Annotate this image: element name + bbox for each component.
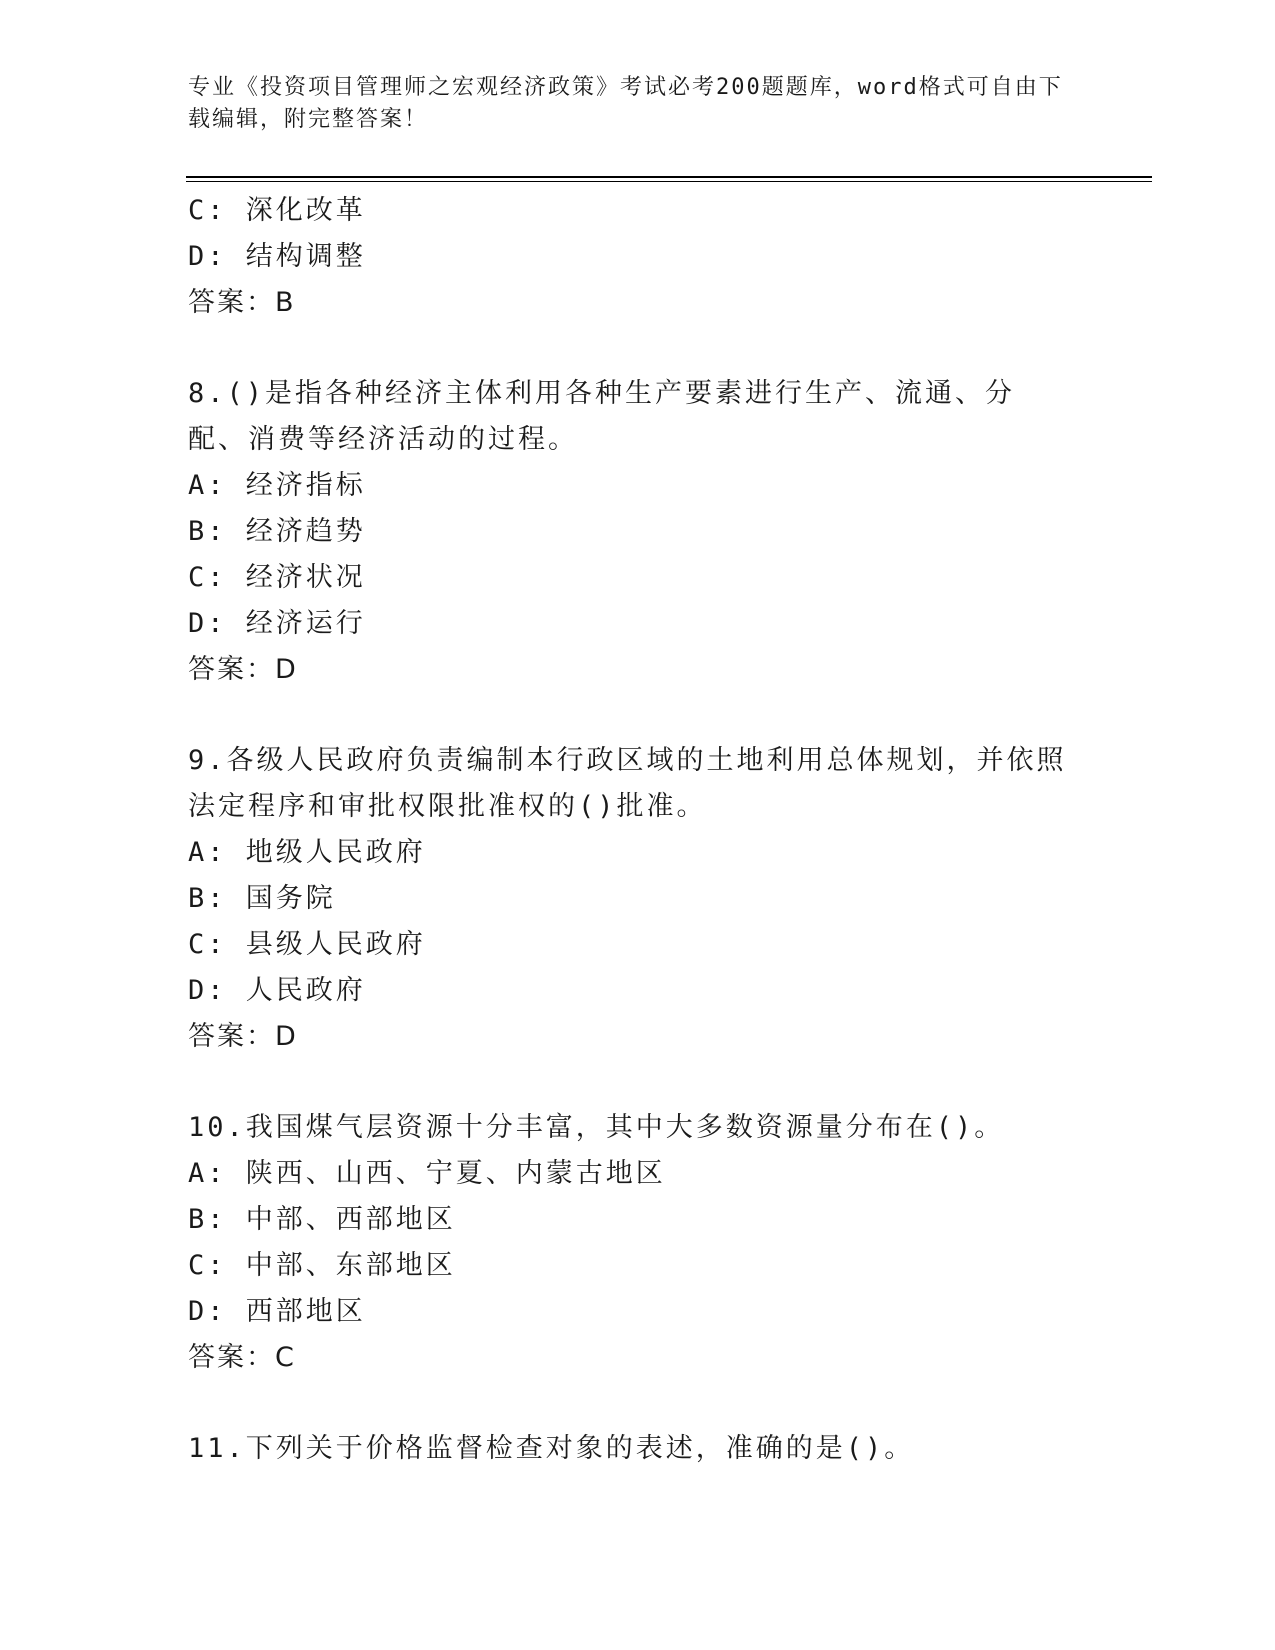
option-c: C: 深化改革: [188, 195, 366, 226]
question-9: [188, 738, 1068, 1060]
spacer: [188, 693, 1068, 738]
answer-line: 答案：D: [188, 654, 298, 685]
option-a: A: 陕西、山西、宁夏、内蒙古地区: [188, 1158, 666, 1189]
header-text: 专业《投资项目管理师之宏观经济政策》考试必考200题题库，word格式可自由下载编辑，附完整答案！: [188, 75, 1063, 132]
question-text: 9.各级人民政府负责编制本行政区域的土地利用总体规划，并依照法定程序和审批权限批准权的()批准。: [188, 745, 1067, 822]
question-7-partial: [188, 188, 1068, 326]
option-c: C: 中部、东部地区: [188, 1250, 456, 1281]
option-b: B: 经济趋势: [188, 516, 366, 547]
option-b: B: 中部、西部地区: [188, 1204, 456, 1235]
spacer: [188, 1381, 1068, 1426]
option-b: B: 国务院: [188, 883, 336, 914]
spacer: [188, 1060, 1068, 1105]
question-text: 11.下列关于价格监督检查对象的表述，准确的是()。: [188, 1433, 915, 1464]
option-d: D: 结构调整: [188, 241, 366, 272]
header-rule-thick: [186, 176, 1152, 178]
header-rule-thin: [186, 181, 1152, 182]
question-text: 10.我国煤气层资源十分丰富，其中大多数资源量分布在()。: [188, 1112, 1005, 1143]
option-c: C: 县级人民政府: [188, 929, 426, 960]
question-8: [188, 371, 1068, 693]
option-d: D: 西部地区: [188, 1296, 366, 1327]
option-d: D: 人民政府: [188, 975, 366, 1006]
question-text: 8.()是指各种经济主体利用各种生产要素进行生产、流通、分配、消费等经济活动的过程。: [188, 378, 1016, 455]
option-c: C: 经济状况: [188, 562, 366, 593]
question-10: [188, 1105, 1068, 1381]
answer-line: 答案：D: [188, 1021, 298, 1052]
option-a: A: 经济指标: [188, 470, 366, 501]
answer-line: 答案：B: [188, 287, 296, 318]
document-header: [188, 72, 1068, 136]
question-11: [188, 1426, 1068, 1472]
document-body: [188, 188, 1068, 1472]
answer-line: 答案：C: [188, 1342, 296, 1373]
option-a: A: 地级人民政府: [188, 837, 426, 868]
spacer: [188, 326, 1068, 371]
option-d: D: 经济运行: [188, 608, 366, 639]
